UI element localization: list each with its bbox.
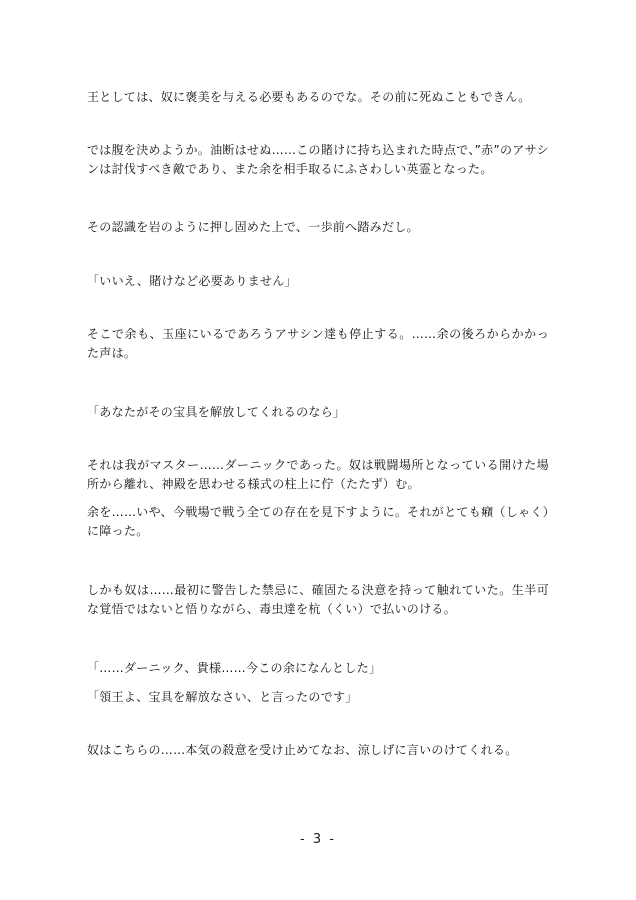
paragraph-5: それは我がマスター……ダーニックであった。奴は戦闘場所となっている開けた場所から離れ、神殿を思わせる様式の柱上に佇（たたず）む。 [87,458,549,491]
dialogue-3: 「……ダーニック、貴様……今この余になんとした」 [87,661,382,675]
paragraph-1: 王としては、奴に褒美を与える必要もあるのでな。その前に死ぬこともできん。 [87,90,531,104]
paragraph-7: しかも奴は……最初に警告した禁忌に、確固たる決意を持って触れていた。生半可な覚悟ではないと悟りながら、毒虫達を杭（くい）で払いのける。 [87,583,549,616]
paragraph-8: 奴はこちらの……本気の殺意を受け止めてなお、涼しげに言いのけてくれる。 [87,743,518,757]
dialogue-2: 「あなたがその宝具を解放してくれるのなら」 [87,405,346,419]
paragraph-6: 余を……いや、今戦場で戦う全ての存在を見下すように。それがとても癪（しゃく）に障った。 [87,505,549,538]
dialogue-4: 「領王よ、宝具を解放なさい、と言ったのです」 [87,690,358,704]
page-number: - 3 - [300,832,336,847]
dialogue-1: 「いいえ、賭けなど必要ありません」 [87,274,297,288]
paragraph-4: そこで余も、玉座にいるであろうアサシン達も停止する。……余の後ろからかかった声は。 [87,327,549,360]
paragraph-2: では腹を決めようか。油断はせぬ……この賭けに持ち込まれた時点で、”赤”のアサシンは討伐すべき敵であり、また余を相手取るにふさわしい英霊となった。 [87,143,549,176]
paragraph-3: その認識を岩のように押し固めた上で、一歩前へ踏みだし。 [87,220,419,234]
